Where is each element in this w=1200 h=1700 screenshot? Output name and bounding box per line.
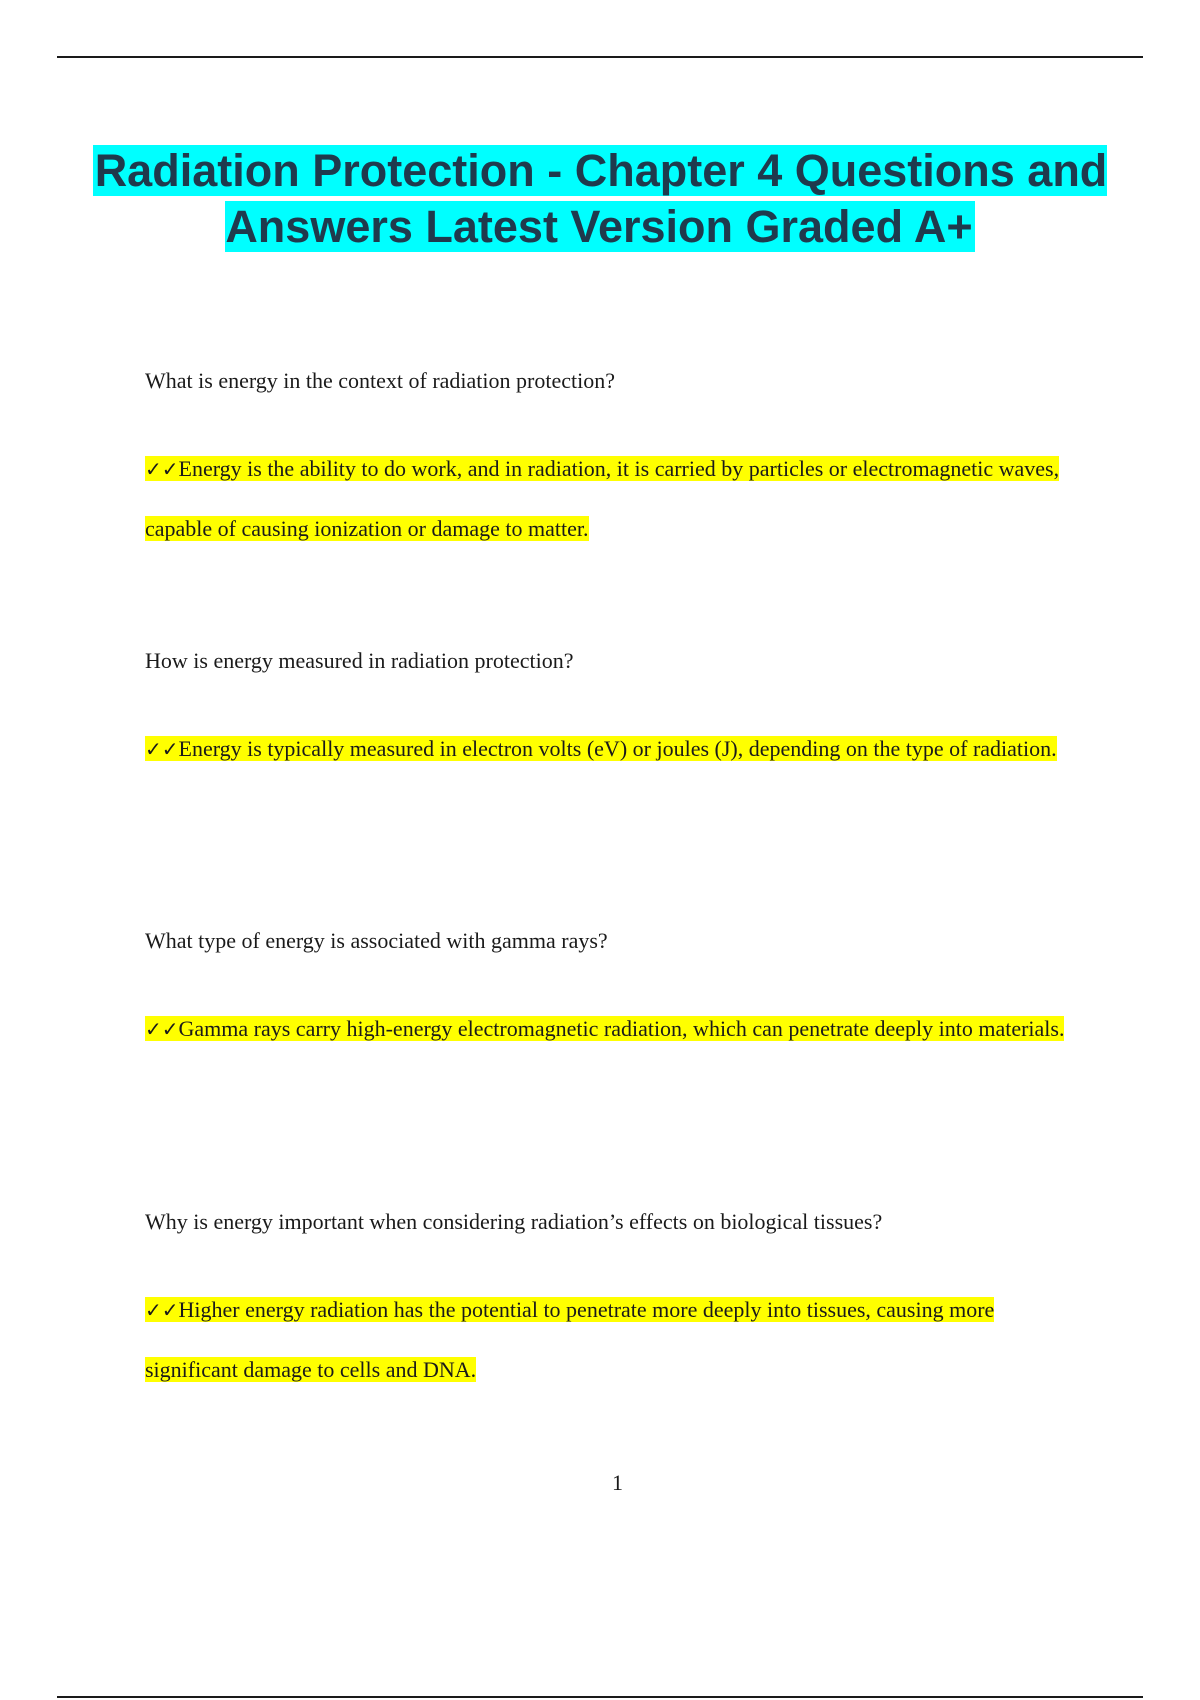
qa-item [145,1207,1085,1400]
bottom-rule [57,1696,1143,1698]
qa-item [145,366,1085,559]
answer [145,1280,1085,1400]
answer-text: Higher energy radiation has the potential to penetrate more deeply into tissues, causing more significant damage to cells and DNA. [145,1297,995,1382]
check-icon: ✓✓ [145,1298,179,1322]
answer [145,439,1085,559]
question: What is energy in the context of radiation protection? [145,368,615,393]
qa-item [145,926,1085,1059]
check-icon: ✓✓ [145,457,179,481]
page-number: 1 [612,1470,623,1495]
check-icon: ✓✓ [145,1017,179,1041]
check-icon: ✓✓ [145,737,179,761]
answer [145,719,1085,779]
answer-text: Gamma rays carry high-energy electromagnetic radiation, which can penetrate deeply into materials. [178,1016,1065,1041]
document-title [57,143,1143,255]
answer-text: Energy is typically measured in electron volts (eV) or joules (J), depending on the type of radiation. [178,736,1057,761]
title-highlight: Radiation Protection - Chapter 4 Questions and Answers Latest Version Graded A+ [94,145,1108,252]
question: What type of energy is associated with gamma rays? [145,928,608,953]
qa-item [145,646,1085,779]
answer [145,999,1085,1059]
top-rule [57,56,1143,58]
question: Why is energy important when considering radiation’s effects on biological tissues? [145,1209,883,1234]
question: How is energy measured in radiation protection? [145,648,574,673]
answer-text: Energy is the ability to do work, and in radiation, it is carried by particles or electromagnetic waves, capable of causing ionization or damage to matter. [145,456,1060,541]
